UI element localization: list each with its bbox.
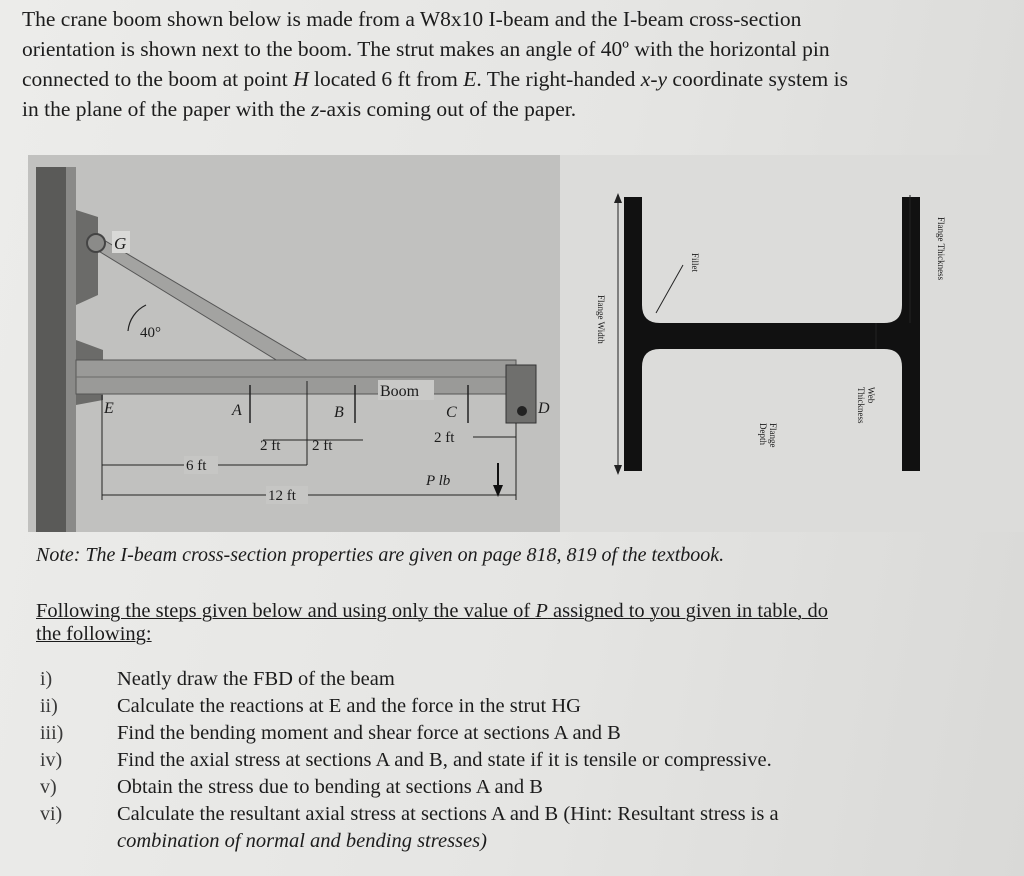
fillet-bottom-left: [642, 349, 660, 367]
note-text: Note: The I-beam cross-section properties are given on page 818, 819 of the textbook.: [36, 544, 725, 566]
step-text: Find the bending moment and shear force at sections A and B: [117, 722, 621, 744]
label-flange-depth-1: Flange: [768, 423, 778, 448]
upper-bracket: [76, 210, 98, 305]
label-flange-depth-2: Depth: [758, 423, 768, 445]
step-number: i): [40, 668, 53, 690]
label-d: D: [538, 400, 550, 417]
intro-line-1: The crane boom shown below is made from a W8x10 I-beam and the I-beam cross-section: [22, 7, 802, 31]
instruction-text: [36, 600, 976, 646]
intro-line-4b: -axis coming out of the paper.: [319, 97, 577, 121]
step-text: combination of normal and bending stresses): [117, 830, 487, 852]
dim-label-2ft-c: 2 ft: [434, 430, 455, 446]
dim-label-2ft-b: 2 ft: [312, 438, 333, 454]
label-a: A: [232, 402, 242, 419]
crane-boom-figure: [28, 155, 1024, 532]
point-h: H: [293, 67, 309, 91]
dim-label-2ft-a: 2 ft: [260, 438, 281, 454]
label-boom: Boom: [380, 383, 420, 400]
flange-width-arrow-top: [614, 193, 622, 203]
label-fillet: Fillet: [690, 253, 700, 273]
step-number: ii): [40, 695, 58, 717]
fillet-top-left: [642, 305, 660, 323]
step-text: Calculate the resultant axial stress at sections A and B (Hint: Resultant stress is a: [117, 803, 779, 825]
label-flange-width: Flange Width: [596, 295, 606, 344]
step-number: vi): [40, 803, 63, 825]
load-label: P lb: [426, 473, 451, 489]
step-number: v): [40, 776, 57, 798]
step-text: Find the axial stress at sections A and B, and state if it is tensile or compressive.: [117, 749, 772, 771]
dim-label-12ft: 12 ft: [268, 488, 296, 504]
fillet-leader: [656, 265, 683, 313]
label-web-thickness-1: Web: [866, 387, 876, 404]
label-g: G: [114, 234, 127, 253]
ibeam-right-flange: [902, 197, 920, 471]
step-text: Calculate the reactions at E and the force in the strut HG: [117, 695, 581, 717]
intro-line-4a: in the plane of the paper with the: [22, 97, 311, 121]
ibeam-left-flange: [624, 197, 642, 471]
step-text: Obtain the stress due to bending at sections A and B: [117, 776, 543, 798]
instruction-line-2: the following:: [36, 623, 152, 645]
intro-line-3d: coordinate system is: [667, 67, 848, 91]
intro-line-3a: connected to the boom at point: [22, 67, 294, 91]
instruction-p: P: [535, 600, 548, 622]
flange-width-arrow-bottom: [614, 465, 622, 475]
label-c: C: [446, 404, 457, 421]
dim-label-6ft: 6 ft: [186, 458, 207, 474]
intro-line-2: orientation is shown next to the boom. The strut makes an angle of 40º with the horizontal pin: [22, 37, 830, 61]
instruction-line-1b: assigned to you given in table, do: [547, 600, 828, 622]
problem-statement: [22, 4, 982, 124]
label-e: E: [104, 400, 114, 417]
label-b: B: [334, 404, 344, 421]
label-flange-thickness: Flange Thickness: [936, 217, 946, 281]
step-number: iii): [40, 722, 64, 744]
z-label: z: [310, 97, 320, 121]
fillet-top-right: [884, 305, 902, 323]
pin-g: [87, 234, 105, 252]
wall-edge: [66, 167, 76, 532]
label-web-thickness-2: Thickness: [856, 387, 866, 424]
intro-line-3c: . The right-handed: [476, 67, 641, 91]
intro-line-3b: located 6 ft from: [308, 67, 464, 91]
load-pin: [517, 406, 527, 416]
point-e: E: [463, 67, 477, 91]
photo-shade: [28, 155, 560, 532]
instruction-line-1: Following the steps given below and using only the value of: [36, 600, 536, 622]
step-text: Neatly draw the FBD of the beam: [117, 668, 395, 690]
label-angle: 40°: [140, 325, 161, 341]
wall-column: [36, 167, 66, 532]
xy-label: x-y: [640, 67, 668, 91]
figure-area: [28, 155, 1024, 532]
fillet-bottom-right: [884, 349, 902, 367]
step-number: iv): [40, 749, 63, 771]
ibeam-web: [642, 323, 902, 349]
